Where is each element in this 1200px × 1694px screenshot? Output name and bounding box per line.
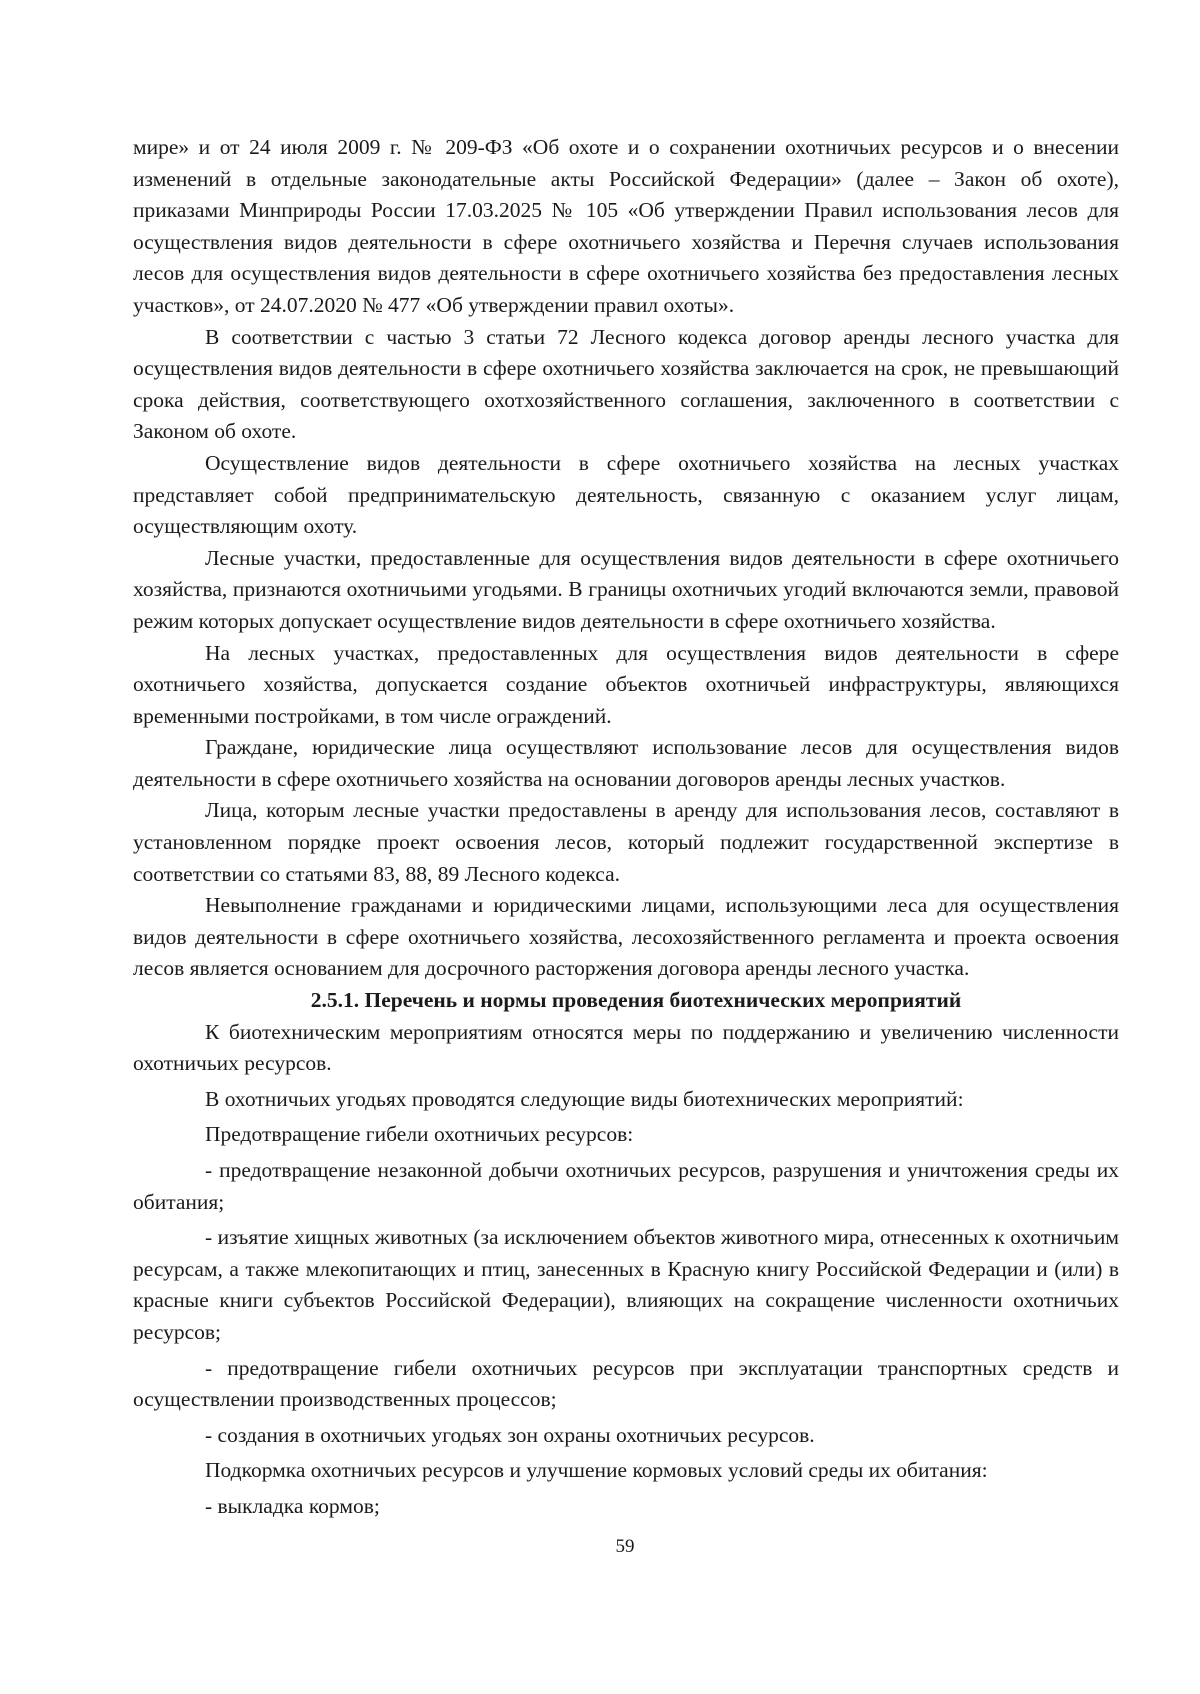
page-number: 59 xyxy=(615,1536,635,1557)
paragraph-lease-basis: Граждане, юридические лица осуществляют использование лесов для осуществления видов деятельности в сфере охотничьего хозяйства на основании договоров аренды лесных участков. xyxy=(133,735,1119,791)
paragraph-prevention-title: Предотвращение гибели охотничьих ресурсов: xyxy=(205,1122,634,1147)
paragraph-termination: Невыполнение гражданами и юридическими лицами, использующими леса для осуществления видов деятельности в сфере охотничьего хозяйства, лесохозяйственного регламента и проекта освоения лесов является основанием для досрочного расторжения договора аренды лесного участка. xyxy=(133,893,1119,981)
list-item: - выкладка кормов; xyxy=(205,1493,380,1518)
list-item: - предотвращение гибели охотничьих ресурсов при эксплуатации транспортных средств и осуществлении производственных процессов; xyxy=(133,1355,1119,1412)
paragraph-hunting-grounds: Лесные участки, предоставленные для осуществления видов деятельности в сфере охотничьего хозяйства, признаются охотничьими угодьями. В границы охотничьих угодий включаются земли, правовой режим которых допускает осуществление видов деятельности в сфере охотничьего хозяйства. xyxy=(133,545,1119,633)
paragraph-biotech-definition: К биотехническим мероприятиям относятся меры по поддержанию и увеличению численности охотничьих ресурсов. xyxy=(133,1019,1119,1076)
section-heading: 2.5.1. Перечень и нормы проведения биотехнических мероприятий xyxy=(310,988,962,1013)
paragraph-business-activity: Осуществление видов деятельности в сфере охотничьего хозяйства на лесных участках представляет собой предпринимательскую деятельность, связанную с оказанием услуг лицам, осуществляющим охоту. xyxy=(133,450,1119,539)
paragraph-biotech-types: В охотничьих угодьях проводятся следующие виды биотехнических мероприятий: xyxy=(205,1086,964,1111)
list-item: - изъятие хищных животных (за исключением объектов животного мира, отнесенных к охотничьим ресурсам, а также млекопитающих и птиц, занесенных в Красную книгу Российской Федерации и (или) в красные книги субъектов Российской Федерации), влияющих на сокращение численности охотничьих ресурсов; xyxy=(133,1225,1119,1344)
paragraph-lease-term: В соответствии с частью 3 статьи 72 Лесного кодекса договор аренды лесного участка для осуществления видов деятельности в сфере охотничьего хозяйства заключается на срок, не превышающий срока действия, соответствующего охотхозяйственного соглашения, заключенного в соответствии с Законом об охоте. xyxy=(133,324,1119,444)
document-page xyxy=(133,132,1119,1523)
list-item: - создания в охотничьих угодьях зон охраны охотничьих ресурсов. xyxy=(205,1422,815,1447)
paragraph-development-project: Лица, которым лесные участки предоставлены в аренду для использования лесов, составляют в установленном порядке проект освоения лесов, который подлежит государственной экспертизе в соответствии со статьями 83, 88, 89 Лесного кодекса. xyxy=(133,798,1119,886)
paragraph-continuation: мире» и от 24 июля 2009 г. № 209-ФЗ «Об охоте и о сохранении охотничьих ресурсов и о внесении изменений в отдельные законодательные акты Российской Федерации» (далее – Закон об охоте), приказами Минприроды России 17.03.2025 № 105 «Об утверждении Правил использования лесов для осуществления видов деятельности в сфере охотничьего хозяйства и Перечня случаев использования лесов для осуществления видов деятельности в сфере охотничьего хозяйства без предоставления лесных участков», от 24.07.2020 № 477 «Об утверждении правил охоты». xyxy=(133,135,1119,317)
paragraph-feeding-title: Подкормка охотничьих ресурсов и улучшение кормовых условий среды их обитания: xyxy=(205,1458,988,1483)
list-item: - предотвращение незаконной добычи охотничьих ресурсов, разрушения и уничтожения среды их обитания; xyxy=(133,1158,1119,1214)
paragraph-infrastructure: На лесных участках, предоставленных для осуществления видов деятельности в сфере охотничьего хозяйства, допускается создание объектов охотничьей инфраструктуры, являющихся временными постройками, в том числе ограждений. xyxy=(133,640,1119,728)
